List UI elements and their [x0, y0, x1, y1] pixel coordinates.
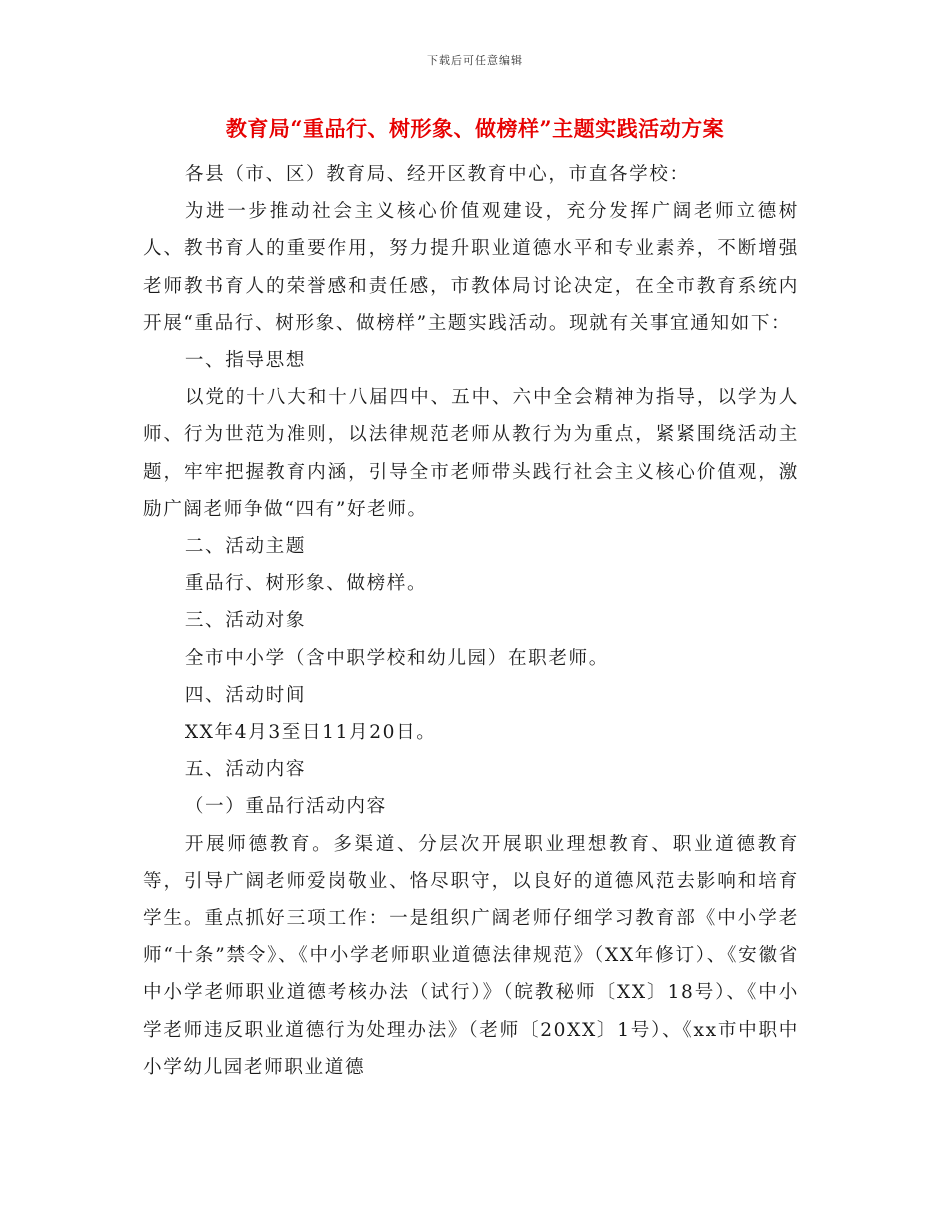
paragraph-salutation: 各县（市、区）教育局、经开区教育中心，市直各学校：	[184, 164, 690, 185]
section-heading-activity-target: 三、活动对象	[184, 610, 307, 632]
document-title: 教育局“重品行、树形象、做榜样”主题实践活动方案	[225, 116, 725, 141]
header-note: 下载后可任意编辑	[427, 54, 523, 67]
paragraph-activity-theme: 重品行、树形象、做榜样。	[184, 573, 428, 595]
paragraph-activity-time: XX年4月3至日11月20日。	[184, 722, 437, 744]
section-heading-activity-theme: 二、活动主题	[184, 536, 307, 558]
paragraph-activity-target: 全市中小学（含中职学校和幼儿园）在职老师。	[184, 647, 609, 669]
document-body	[143, 156, 799, 1086]
section-heading-activity-time: 四、活动时间	[184, 684, 307, 706]
paragraph-ethics-education: 开展师德教育。多渠道、分层次开展职业理想教育、职业道德教育等，引导广阔老师爱岗敬业、恪尽职守，以良好的道德风范去影响和培育学生。重点抓好三项工作：一是组织广阔老师仔细学习教育部《中小学老师“十条”禁令》、《中小学老师职业道德法律规范》（XX年修订）、《安徽省中小学老师职业道德考核办法（试行）》（皖教秘师〔XX〕18号）、《中小学老师违反职业道德行为处理办法》（老师〔20XX〕1号）、《xx市中职中小学幼儿园老师职业道德	[143, 833, 799, 1078]
paragraph-guiding-ideology: 以党的十八大和十八届四中、五中、六中全会精神为指导，以学为人师、行为世范为准则，以法律规范老师从教行为为重点，紧紧围绕活动主题，牢牢把握教育内涵，引导全市老师带头践行社会主义核心价值观，激励广阔老师争做“四有”好老师。	[143, 387, 799, 520]
paragraph-intro: 为进一步推动社会主义核心价值观建设，充分发挥广阔老师立德树人、教书育人的重要作用，努力提升职业道德水平和专业素养，不断增强老师教书育人的荣誉感和责任感，市教体局讨论决定，在全市教育系统内开展“重品行、树形象、做榜样”主题实践活动。现就有关事宜通知如下：	[143, 201, 799, 334]
section-heading-activity-content: 五、活动内容	[184, 759, 307, 781]
section-heading-guiding-ideology: 一、指导思想	[184, 350, 307, 372]
subsection-heading-conduct: （一）重品行活动内容	[184, 796, 387, 818]
